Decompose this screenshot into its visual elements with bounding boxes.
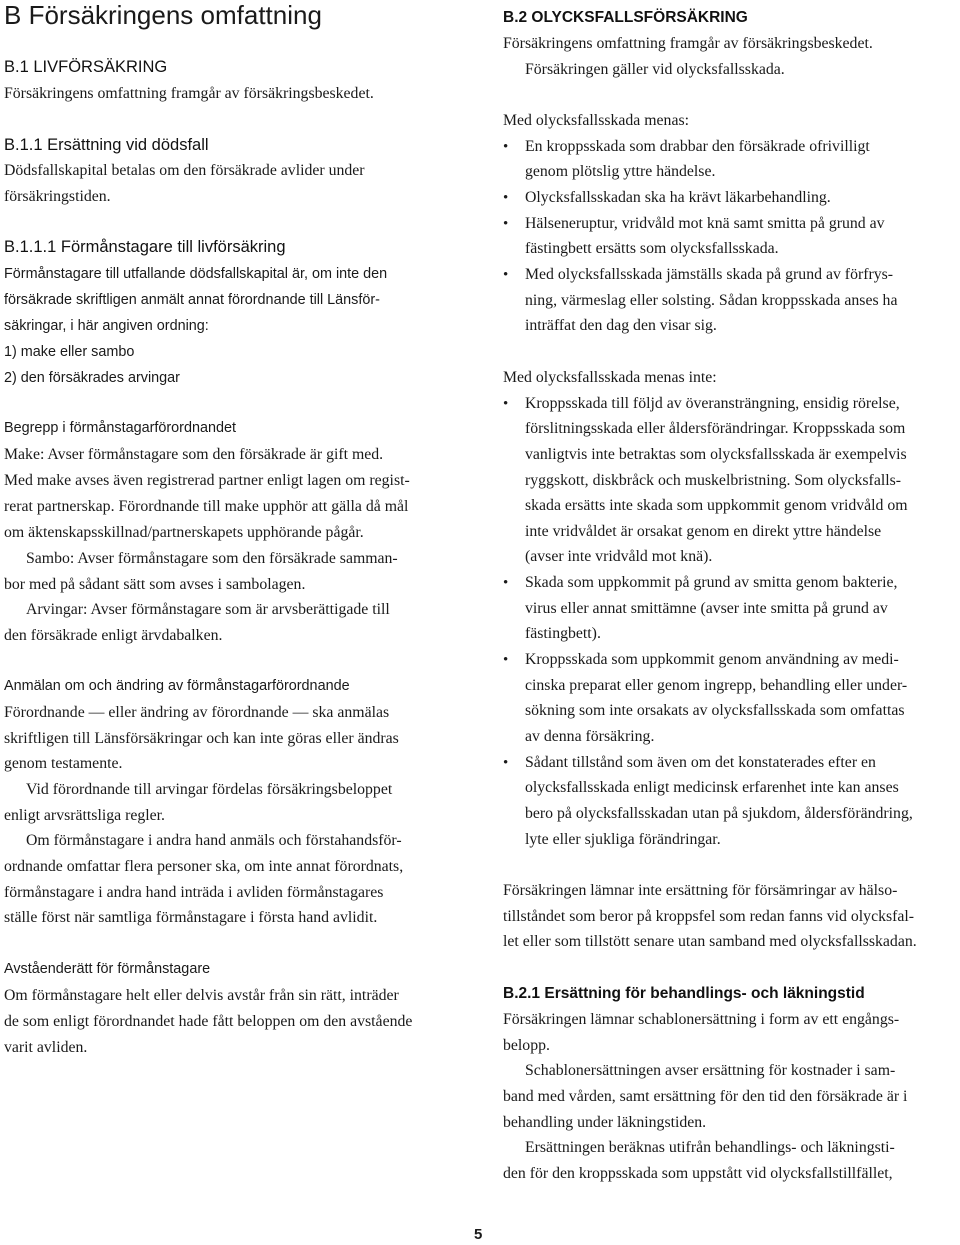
anmalan-line: Förordnande — eller ändring av förordnande — ska anmälas <box>4 704 390 721</box>
bullet-line: Skada som uppkommit på grund av smitta genom bakterie, <box>525 574 898 591</box>
bullet-line: inte vridvåldet är orsakat genom en direkt yttre händelse <box>525 523 882 540</box>
bullet-line: virus eller annat smittämne (avser inte smitta på grund av <box>525 600 888 617</box>
menas-inte-intro: Med olycksfallsskada menas inte: <box>503 369 717 386</box>
begrepp-line: Arvingar: Avser förmånstagare som är arvsberättigade till <box>26 601 390 618</box>
b2-line: Försäkringens omfattning framgår av försäkringsbeskedet. <box>503 35 873 52</box>
begrepp-line: Make: Avser förmånstagare som den försäkrade är gift med. <box>4 446 384 463</box>
bullet-line: ning, värmeslag eller solsting. Sådan kroppsskada anses ha <box>525 292 898 309</box>
lamnar-line: let eller som tillstött senare utan samband med olycksfallsskadan. <box>503 933 917 950</box>
bullet-line: av denna försäkring. <box>525 728 655 745</box>
bullet-line: fästingbett). <box>525 625 601 642</box>
b11-heading: B.1.1 Ersättning vid dödsfall <box>4 136 209 154</box>
anmalan-heading: Anmälan om och ändring av förmånstagarförordnande <box>4 678 350 694</box>
section-title: B Försäkringens omfattning <box>4 0 322 30</box>
bullet-line: fästingbett ersätts som olycksfallsskada. <box>525 240 779 257</box>
bullet-line: En kroppsskada som drabbar den försäkrade ofrivilligt <box>525 138 870 155</box>
begrepp-line: den försäkrade enligt ärvdabalken. <box>4 627 223 644</box>
avstaende-line: Om förmånstagare helt eller delvis avstår från sin rätt, inträder <box>4 987 399 1004</box>
b111-line: säkringar, i här angiven ordning: <box>4 318 209 334</box>
bullet-icon: • <box>503 575 509 591</box>
anmalan-line: förmånstagare i andra hand inträda i avliden förmånstagares <box>4 884 384 901</box>
page-number: 5 <box>474 1226 483 1243</box>
menas-intro: Med olycksfallsskada menas: <box>503 112 690 129</box>
b111-line: försäkrade skriftligen anmält annat förordnande till Länsför- <box>4 292 380 308</box>
bullet-icon: • <box>503 396 509 412</box>
bullet-line: skada ersätts inte skada som uppkommit genom vridvåld om <box>525 497 908 514</box>
begrepp-line: Med make avses även registrerad partner enligt lagen om regist- <box>4 472 410 489</box>
b21-heading: B.2.1 Ersättning för behandlings- och läkningstid <box>503 985 865 1002</box>
anmalan-line: Om förmånstagare i andra hand anmäls och förstahandsför- <box>26 832 402 849</box>
bullet-icon: • <box>503 755 509 771</box>
bullet-line: sökning som inte orsakats av olycksfallsskada som omfattas <box>525 702 905 719</box>
b21-line: Schablonersättningen avser ersättning för kostnader i sam- <box>525 1062 896 1079</box>
begrepp-line: Sambo: Avser förmånstagare som den försäkrade samman- <box>26 550 398 567</box>
anmalan-line: ställe först när samtliga förmånstagare i första hand avlidit. <box>4 909 378 926</box>
bullet-line: Sådant tillstånd som även om det konstaterades efter en <box>525 754 876 771</box>
b2-line: Försäkringen gäller vid olycksfallsskada. <box>525 61 785 78</box>
bullet-line: Med olycksfallsskada jämställs skada på grund av förfrys- <box>525 266 894 283</box>
bullet-icon: • <box>503 139 509 155</box>
b21-line: Försäkringen lämnar schablonersättning i form av ett engångs- <box>503 1011 900 1028</box>
bullet-line: förslitningsskada eller åldersförändringar. Kroppsskada som <box>525 420 906 437</box>
bullet-icon: • <box>503 216 509 232</box>
bullet-line: olycksfallsskada enligt medicinsk erfarenhet inte kan anses <box>525 779 899 796</box>
b111-line: 2) den försäkrades arvingar <box>4 370 180 386</box>
b1-heading: B.1 LIVFÖRSÄKRING <box>4 58 168 76</box>
b2-heading: B.2 OLYCKSFALLSFÖRSÄKRING <box>503 9 748 26</box>
avstaende-line: de som enligt förordnandet hade fått beloppen om den avstående <box>4 1013 413 1030</box>
b11-line: försäkringstiden. <box>4 188 111 205</box>
bullet-line: (avser inte vridvåld mot knä). <box>525 548 713 565</box>
avstaende-heading: Avståenderätt för förmånstagare <box>4 961 211 977</box>
bullet-line: Hälseneruptur, vridvåld mot knä samt smitta på grund av <box>525 215 885 232</box>
b21-line: belopp. <box>503 1037 550 1054</box>
bullet-line: vanligtvis inte betraktas som olycksfallsskada är exempelvis <box>525 446 907 463</box>
b111-heading: B.1.1.1 Förmånstagare till livförsäkring <box>4 238 286 256</box>
b21-line: behandling under läkningstiden. <box>503 1114 707 1131</box>
b21-line: band med vården, samt ersättning för den tid den försäkrade är i <box>503 1088 908 1105</box>
begrepp-line: bor med på sådant sätt som avses i sambolagen. <box>4 576 306 593</box>
bullet-line: Kroppsskada till följd av överansträngning, ensidig rörelse, <box>525 395 900 412</box>
lamnar-line: tillståndet som beror på kroppsfel som redan fanns vid olycksfal- <box>503 908 915 925</box>
anmalan-line: genom testamente. <box>4 755 123 772</box>
bullet-icon: • <box>503 267 509 283</box>
anmalan-line: ordnande omfattar flera personer ska, om inte annat förordnats, <box>4 858 404 875</box>
bullet-line: bero på olycksfallsskadan utan på sjukdom, åldersförändring, <box>525 805 913 822</box>
begrepp-line: rerat partnerskap. Förordnande till make upphör att gälla då mål <box>4 498 409 515</box>
b1-text: Försäkringens omfattning framgår av försäkringsbeskedet. <box>4 85 374 102</box>
bullet-line: ryggskott, diskbråck och muskelbristning. Som olycksfalls- <box>525 472 902 489</box>
bullet-line: lyte eller sjukliga förändringar. <box>525 831 721 848</box>
b111-line: 1) make eller sambo <box>4 344 135 360</box>
b21-line: Ersättningen beräknas utifrån behandlings- och läkningsti- <box>525 1139 895 1156</box>
bullet-line: cinska preparat eller genom ingrepp, behandling eller under- <box>525 677 908 694</box>
bullet-line: inträffat den dag den visar sig. <box>525 317 717 334</box>
b11-line: Dödsfallskapital betalas om den försäkrade avlider under <box>4 162 365 179</box>
b21-line: den för den kroppsskada som uppstått vid olycksfallstillfället, <box>503 1165 893 1182</box>
bullet-icon: • <box>503 190 509 206</box>
bullet-icon: • <box>503 652 509 668</box>
bullet-line: Kroppsskada som uppkommit genom användning av medi- <box>525 651 899 668</box>
begrepp-line: om äktenskapsskillnad/partnerskapets upphörande pågår. <box>4 524 364 541</box>
bullet-line: Olycksfallsskadan ska ha krävt läkarbehandling. <box>525 189 831 206</box>
anmalan-line: enligt arvsrättsliga regler. <box>4 807 165 824</box>
b111-line: Förmånstagare till utfallande dödsfallskapital är, om inte den <box>4 266 388 282</box>
anmalan-line: Vid förordnande till arvingar fördelas försäkringsbeloppet <box>26 781 393 798</box>
avstaende-line: varit avliden. <box>4 1039 88 1056</box>
begrepp-heading: Begrepp i förmånstagarförordnandet <box>4 420 236 436</box>
anmalan-line: skriftligen till Länsförsäkringar och kan inte göras eller ändras <box>4 730 399 747</box>
bullet-line: genom plötslig yttre händelse. <box>525 163 716 180</box>
lamnar-line: Försäkringen lämnar inte ersättning för försämringar av hälso- <box>503 882 898 899</box>
